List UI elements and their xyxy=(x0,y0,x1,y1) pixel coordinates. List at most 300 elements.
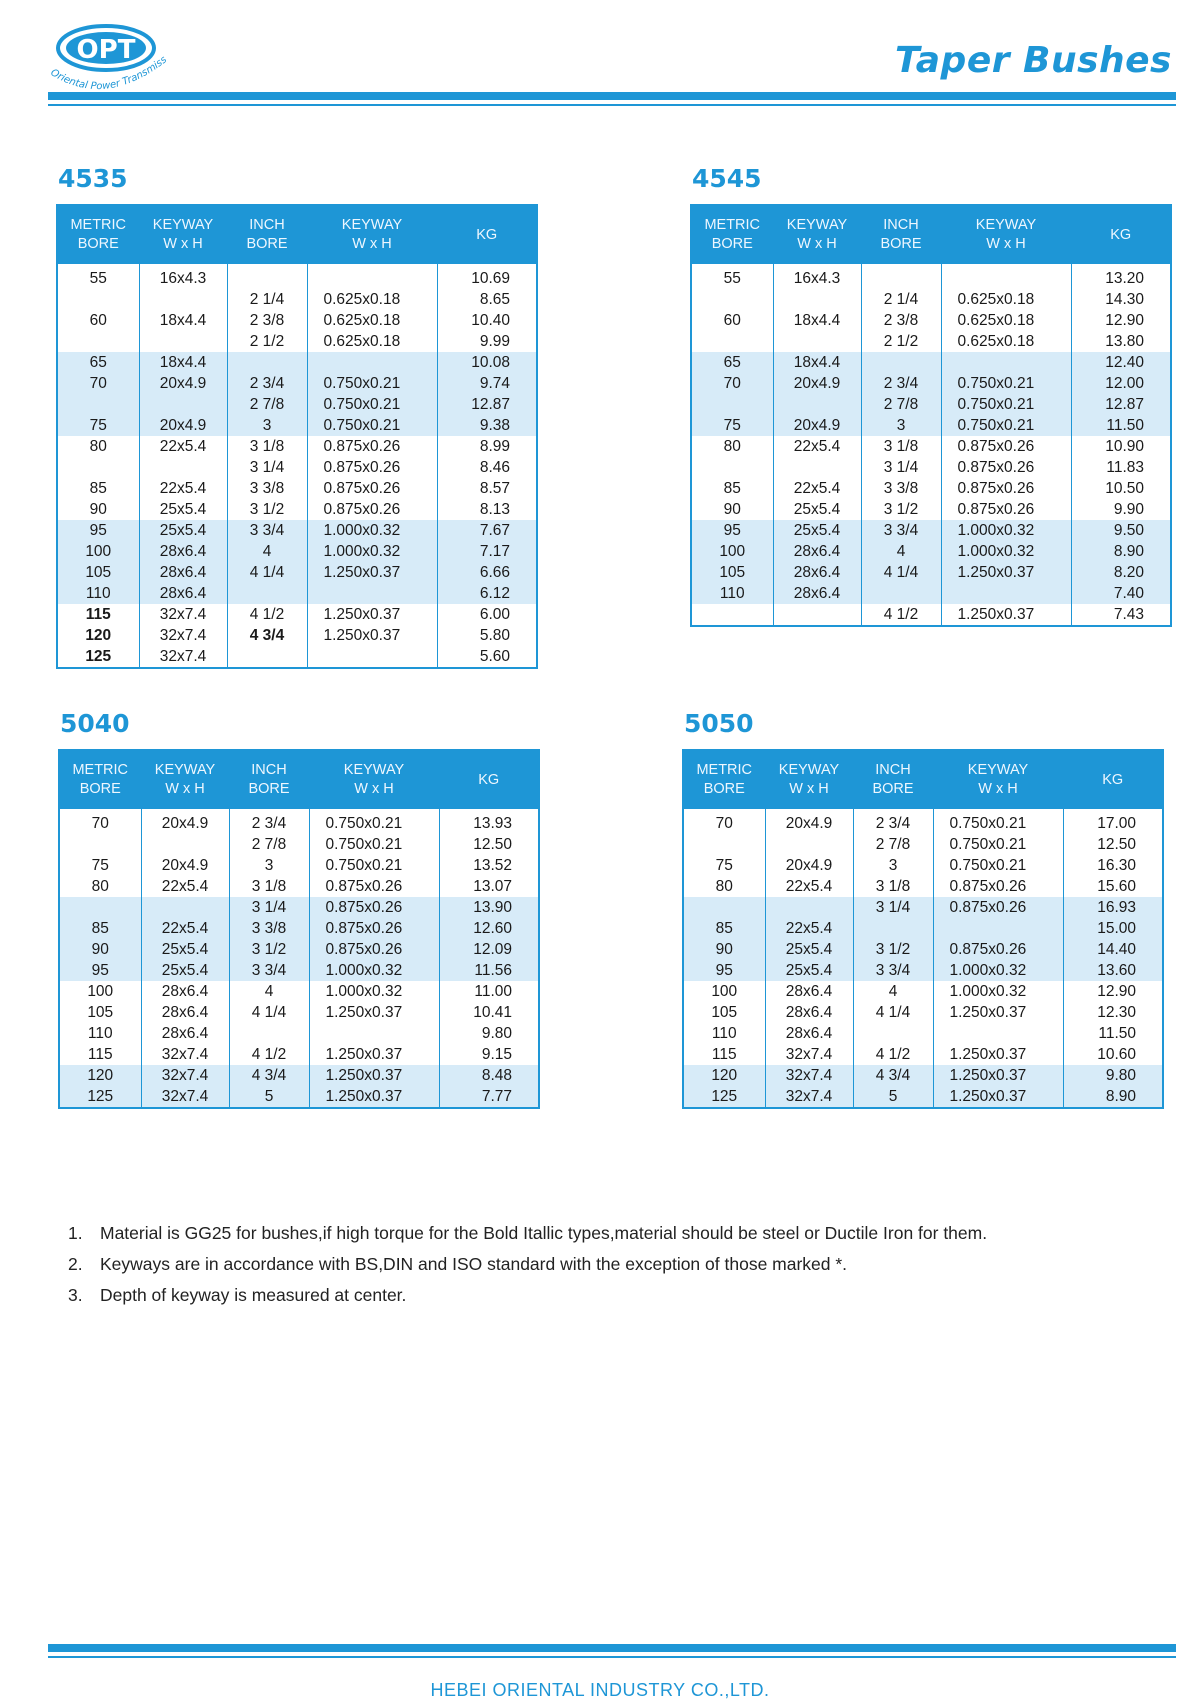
cell-inch-bore: 2 7/8 xyxy=(227,394,307,415)
cell-keyway-metric: 20x4.9 xyxy=(141,855,229,876)
cell-keyway-metric: 32x7.4 xyxy=(765,1044,853,1065)
header-divider-thin xyxy=(48,104,1176,106)
cell-kg: 12.90 xyxy=(1097,983,1136,1000)
cell-metric-bore: 95 xyxy=(57,520,139,541)
table-row xyxy=(691,478,1171,499)
cell-keyway-metric xyxy=(765,897,853,918)
cell-kg: 8.99 xyxy=(479,438,510,455)
table-row xyxy=(57,562,537,583)
cell-inch-bore: 2 3/8 xyxy=(861,310,941,331)
cell-kg: 13.60 xyxy=(1063,960,1163,981)
cell-inch-bore: 2 3/4 xyxy=(229,809,309,834)
cell-inch-bore: 4 1/2 xyxy=(861,604,941,626)
cell-metric-bore: 70 xyxy=(59,809,141,834)
cell-keyway-inch xyxy=(941,352,1071,373)
cell-inch-bore: 2 7/8 xyxy=(853,834,933,855)
table-row xyxy=(691,352,1171,373)
cell-metric-bore: 110 xyxy=(59,1023,141,1044)
cell-metric-bore: 75 xyxy=(59,855,141,876)
cell-keyway-inch: 0.750x0.21 xyxy=(933,834,1063,855)
cell-kg: 12.87 xyxy=(437,394,537,415)
cell-kg: 12.50 xyxy=(473,836,512,853)
cell-metric-bore: 75 xyxy=(683,855,765,876)
cell-keyway-inch: 0.875x0.26 xyxy=(309,939,439,960)
cell-keyway-metric: 32x7.4 xyxy=(139,604,227,625)
cell-keyway-inch: 0.875x0.26 xyxy=(933,876,1063,897)
table-row xyxy=(683,809,1163,834)
cell-keyway-metric: 25x5.4 xyxy=(141,960,229,981)
cell-inch-bore: 3 1/8 xyxy=(229,876,309,897)
cell-keyway-metric xyxy=(139,331,227,352)
cell-inch-bore xyxy=(227,352,307,373)
cell-inch-bore: 4 1/4 xyxy=(853,1002,933,1023)
table-title: 4545 xyxy=(692,164,762,193)
cell-inch-bore xyxy=(861,352,941,373)
table-row xyxy=(59,876,539,897)
cell-inch-bore: 5 xyxy=(229,1086,309,1108)
cell-metric-bore xyxy=(691,289,773,310)
cell-metric-bore: 120 xyxy=(57,625,139,646)
column-header-inch-bore: INCH BORE xyxy=(229,750,309,809)
cell-kg: 9.80 xyxy=(481,1025,512,1042)
cell-kg: 9.80 xyxy=(1063,1065,1163,1086)
cell-metric-bore: 55 xyxy=(57,264,139,289)
cell-metric-bore: 55 xyxy=(691,264,773,289)
cell-keyway-metric: 22x5.4 xyxy=(773,478,861,499)
table-row xyxy=(691,373,1171,394)
cell-inch-bore: 2 3/4 xyxy=(227,373,307,394)
table-row xyxy=(57,373,537,394)
cell-keyway-inch: 1.000x0.32 xyxy=(309,981,439,1002)
cell-metric-bore: 80 xyxy=(683,876,765,897)
header-row xyxy=(57,205,537,264)
table-row xyxy=(683,876,1163,897)
cell-keyway-inch: 1.250x0.37 xyxy=(309,1044,439,1065)
cell-kg: 12.40 xyxy=(1071,352,1171,373)
cell-kg: 15.00 xyxy=(1063,918,1163,939)
cell-keyway-inch: 0.625x0.18 xyxy=(307,289,437,310)
column-header-keyway-metric: KEYWAY W x H xyxy=(765,750,853,809)
cell-keyway-metric: 22x5.4 xyxy=(765,918,853,939)
cell-inch-bore: 4 3/4 xyxy=(853,1065,933,1086)
cell-keyway-inch xyxy=(933,1023,1063,1044)
column-header-inch-bore: INCH BORE xyxy=(861,205,941,264)
cell-kg: 10.90 xyxy=(1105,438,1144,455)
cell-kg: 6.66 xyxy=(437,562,537,583)
cell-inch-bore: 3 3/8 xyxy=(861,478,941,499)
cell-keyway-inch: 0.875x0.26 xyxy=(309,897,439,918)
cell-kg: 13.52 xyxy=(473,857,512,874)
table-row xyxy=(683,918,1163,939)
cell-inch-bore: 4 1/2 xyxy=(229,1044,309,1065)
cell-kg: 8.65 xyxy=(479,291,510,308)
cell-keyway-metric: 18x4.4 xyxy=(139,352,227,373)
spec-table xyxy=(690,204,1172,627)
cell-keyway-metric: 20x4.9 xyxy=(765,809,853,834)
cell-keyway-metric: 20x4.9 xyxy=(141,809,229,834)
note-item: 3. Depth of keyway is measured at center. xyxy=(68,1285,407,1305)
table-title: 4535 xyxy=(58,164,128,193)
cell-metric-bore: 60 xyxy=(57,310,139,331)
page-title: Taper Bushes xyxy=(894,40,1172,81)
cell-inch-bore: 3 3/4 xyxy=(227,520,307,541)
footer-company: HEBEI ORIENTAL INDUSTRY CO.,LTD. xyxy=(430,1680,770,1700)
cell-keyway-metric: 28x6.4 xyxy=(765,1002,853,1023)
cell-kg: 10.41 xyxy=(473,1004,512,1021)
cell-inch-bore: 3 3/8 xyxy=(229,918,309,939)
footer-divider xyxy=(48,1644,1176,1652)
table-row xyxy=(59,1065,539,1086)
cell-keyway-metric: 20x4.9 xyxy=(139,373,227,394)
cell-keyway-inch xyxy=(941,583,1071,604)
spec-table xyxy=(56,204,538,669)
column-header-keyway-inch: KEYWAY W x H xyxy=(941,205,1071,264)
table-row xyxy=(691,331,1171,352)
table-row xyxy=(59,1002,539,1023)
cell-metric-bore xyxy=(691,394,773,415)
cell-inch-bore: 2 7/8 xyxy=(861,394,941,415)
cell-keyway-metric: 22x5.4 xyxy=(139,436,227,457)
cell-inch-bore: 3 3/4 xyxy=(861,520,941,541)
table-row xyxy=(57,457,537,478)
cell-metric-bore: 65 xyxy=(57,352,139,373)
cell-metric-bore xyxy=(683,834,765,855)
cell-keyway-metric: 22x5.4 xyxy=(139,478,227,499)
cell-metric-bore: 85 xyxy=(59,918,141,939)
cell-kg: 10.69 xyxy=(471,270,510,287)
cell-inch-bore: 5 xyxy=(853,1086,933,1108)
cell-inch-bore xyxy=(227,646,307,668)
cell-keyway-inch: 1.250x0.37 xyxy=(307,625,437,646)
cell-metric-bore xyxy=(59,897,141,918)
cell-keyway-metric: 28x6.4 xyxy=(141,1002,229,1023)
cell-kg: 13.80 xyxy=(1105,333,1144,350)
cell-keyway-metric: 32x7.4 xyxy=(765,1065,853,1086)
table-row xyxy=(683,855,1163,876)
cell-keyway-metric: 18x4.4 xyxy=(773,310,861,331)
table-row xyxy=(59,1044,539,1065)
cell-keyway-metric: 16x4.3 xyxy=(139,264,227,289)
note-item: 2. Keyways are in accordance with BS,DIN and ISO standard with the exception of those marked *. xyxy=(68,1254,848,1274)
cell-kg: 5.60 xyxy=(479,648,510,665)
table-row xyxy=(691,562,1171,583)
cell-metric-bore xyxy=(57,457,139,478)
cell-inch-bore: 4 1/4 xyxy=(861,562,941,583)
cell-keyway-inch: 0.875x0.26 xyxy=(941,499,1071,520)
table-row xyxy=(57,352,537,373)
cell-keyway-metric: 28x6.4 xyxy=(765,1023,853,1044)
footer-divider-thin xyxy=(48,1656,1176,1658)
cell-metric-bore: 115 xyxy=(59,1044,141,1065)
cell-kg: 13.93 xyxy=(473,815,512,832)
cell-metric-bore: 85 xyxy=(683,918,765,939)
column-header-inch-bore: INCH BORE xyxy=(227,205,307,264)
cell-keyway-metric xyxy=(773,604,861,626)
cell-metric-bore: 115 xyxy=(683,1044,765,1065)
column-header-keyway-metric: KEYWAY W x H xyxy=(773,205,861,264)
cell-keyway-metric xyxy=(139,457,227,478)
cell-keyway-inch: 1.250x0.37 xyxy=(933,1065,1063,1086)
cell-kg: 11.00 xyxy=(474,983,512,1000)
cell-inch-bore: 4 xyxy=(227,541,307,562)
logo-tagline: Oriental Power Transmiss xyxy=(48,54,170,93)
cell-keyway-metric: 25x5.4 xyxy=(765,960,853,981)
table-block-4535 xyxy=(56,164,538,669)
cell-keyway-metric: 25x5.4 xyxy=(141,939,229,960)
cell-metric-bore: 70 xyxy=(683,809,765,834)
cell-inch-bore: 3 1/2 xyxy=(853,939,933,960)
cell-metric-bore: 125 xyxy=(683,1086,765,1108)
cell-metric-bore: 125 xyxy=(59,1086,141,1108)
cell-metric-bore: 80 xyxy=(59,876,141,897)
cell-metric-bore: 80 xyxy=(57,436,139,457)
cell-inch-bore: 3 1/2 xyxy=(861,499,941,520)
cell-keyway-metric xyxy=(141,834,229,855)
column-header-keyway-metric: KEYWAY W x H xyxy=(141,750,229,809)
cell-keyway-metric: 32x7.4 xyxy=(139,646,227,668)
cell-inch-bore: 2 3/4 xyxy=(853,809,933,834)
table-title: 5050 xyxy=(684,709,754,738)
cell-kg: 12.00 xyxy=(1071,373,1171,394)
cell-keyway-metric: 25x5.4 xyxy=(773,520,861,541)
cell-kg: 16.30 xyxy=(1097,857,1136,874)
table-row xyxy=(57,541,537,562)
cell-metric-bore xyxy=(57,289,139,310)
cell-keyway-inch: 0.750x0.21 xyxy=(309,855,439,876)
cell-keyway-metric: 28x6.4 xyxy=(141,981,229,1002)
cell-keyway-inch: 0.750x0.21 xyxy=(941,415,1071,436)
cell-metric-bore: 105 xyxy=(683,1002,765,1023)
table-row xyxy=(59,1086,539,1108)
spec-table xyxy=(58,749,540,1109)
table-row xyxy=(57,604,537,625)
cell-kg: 12.50 xyxy=(1097,836,1136,853)
cell-keyway-inch: 0.750x0.21 xyxy=(307,394,437,415)
cell-keyway-inch: 0.875x0.26 xyxy=(307,499,437,520)
table-row xyxy=(57,310,537,331)
cell-keyway-inch: 1.250x0.37 xyxy=(941,604,1071,626)
table-row xyxy=(683,1086,1163,1108)
table-row xyxy=(691,289,1171,310)
cell-keyway-metric xyxy=(773,331,861,352)
column-header-metric-bore: METRIC BORE xyxy=(683,750,765,809)
table-row xyxy=(57,331,537,352)
table-row xyxy=(683,1002,1163,1023)
header-divider xyxy=(48,92,1176,100)
column-header-keyway-inch: KEYWAY W x H xyxy=(933,750,1063,809)
cell-keyway-metric xyxy=(773,289,861,310)
cell-keyway-inch: 0.875x0.26 xyxy=(941,436,1071,457)
cell-keyway-inch: 1.000x0.32 xyxy=(941,520,1071,541)
cell-kg: 13.07 xyxy=(473,878,512,895)
cell-inch-bore: 2 7/8 xyxy=(229,834,309,855)
table-row xyxy=(691,394,1171,415)
cell-keyway-inch: 0.875x0.26 xyxy=(933,939,1063,960)
cell-inch-bore: 2 3/8 xyxy=(227,310,307,331)
cell-keyway-metric: 28x6.4 xyxy=(139,541,227,562)
cell-metric-bore xyxy=(691,457,773,478)
cell-kg: 9.99 xyxy=(479,333,510,350)
cell-inch-bore xyxy=(229,1023,309,1044)
cell-keyway-metric: 28x6.4 xyxy=(139,583,227,604)
cell-keyway-inch xyxy=(307,352,437,373)
cell-keyway-metric: 25x5.4 xyxy=(765,939,853,960)
cell-inch-bore: 3 1/8 xyxy=(853,876,933,897)
cell-keyway-metric: 32x7.4 xyxy=(765,1086,853,1108)
cell-keyway-metric xyxy=(765,834,853,855)
column-header-metric-bore: METRIC BORE xyxy=(57,205,139,264)
cell-metric-bore xyxy=(691,331,773,352)
cell-kg: 9.90 xyxy=(1113,501,1144,518)
cell-metric-bore: 100 xyxy=(683,981,765,1002)
column-header-keyway-metric: KEYWAY W x H xyxy=(139,205,227,264)
cell-keyway-inch: 0.625x0.18 xyxy=(941,331,1071,352)
cell-keyway-inch: 0.750x0.21 xyxy=(941,394,1071,415)
cell-metric-bore xyxy=(683,897,765,918)
cell-inch-bore xyxy=(861,264,941,289)
table-block-5050 xyxy=(682,709,1164,1109)
cell-kg: 14.30 xyxy=(1105,291,1144,308)
cell-inch-bore: 3 1/4 xyxy=(227,457,307,478)
cell-metric-bore: 75 xyxy=(691,415,773,436)
cell-keyway-metric: 32x7.4 xyxy=(141,1065,229,1086)
cell-inch-bore: 3 3/4 xyxy=(853,960,933,981)
cell-kg: 8.46 xyxy=(479,459,510,476)
cell-kg: 11.50 xyxy=(1071,415,1171,436)
table-block-4545 xyxy=(690,164,1172,627)
table-row xyxy=(59,981,539,1002)
cell-kg: 11.50 xyxy=(1098,1025,1136,1042)
cell-keyway-metric: 28x6.4 xyxy=(141,1023,229,1044)
table-row xyxy=(57,625,537,646)
cell-metric-bore: 75 xyxy=(57,415,139,436)
column-header-keyway-inch: KEYWAY W x H xyxy=(307,205,437,264)
cell-inch-bore: 4 3/4 xyxy=(227,625,307,646)
cell-kg: 11.56 xyxy=(439,960,539,981)
cell-keyway-inch: 1.250x0.37 xyxy=(933,1044,1063,1065)
cell-kg: 10.50 xyxy=(1105,480,1144,497)
cell-inch-bore: 2 1/2 xyxy=(227,331,307,352)
cell-inch-bore: 4 1/2 xyxy=(227,604,307,625)
cell-kg: 12.09 xyxy=(439,939,539,960)
cell-keyway-metric: 18x4.4 xyxy=(139,310,227,331)
cell-inch-bore: 4 xyxy=(229,981,309,1002)
cell-keyway-inch xyxy=(933,918,1063,939)
header-row xyxy=(59,750,539,809)
cell-inch-bore: 3 3/8 xyxy=(227,478,307,499)
cell-inch-bore: 2 1/2 xyxy=(861,331,941,352)
cell-keyway-inch: 1.250x0.37 xyxy=(941,562,1071,583)
cell-keyway-inch xyxy=(941,264,1071,289)
cell-kg: 8.90 xyxy=(1071,541,1171,562)
cell-keyway-metric: 22x5.4 xyxy=(773,436,861,457)
cell-inch-bore: 3 xyxy=(853,855,933,876)
cell-keyway-inch: 0.875x0.26 xyxy=(307,478,437,499)
company-logo xyxy=(44,14,194,104)
cell-metric-bore: 110 xyxy=(691,583,773,604)
cell-kg: 9.50 xyxy=(1071,520,1171,541)
cell-inch-bore: 2 1/4 xyxy=(861,289,941,310)
cell-inch-bore: 3 1/4 xyxy=(229,897,309,918)
table-row xyxy=(59,918,539,939)
table-row xyxy=(691,415,1171,436)
cell-keyway-metric xyxy=(139,289,227,310)
cell-keyway-metric: 25x5.4 xyxy=(139,520,227,541)
cell-keyway-metric: 25x5.4 xyxy=(139,499,227,520)
table-row xyxy=(691,457,1171,478)
table-row xyxy=(59,960,539,981)
cell-metric-bore: 120 xyxy=(59,1065,141,1086)
column-header-metric-bore: METRIC BORE xyxy=(691,205,773,264)
cell-keyway-metric xyxy=(773,457,861,478)
cell-keyway-metric: 28x6.4 xyxy=(773,562,861,583)
cell-kg: 8.57 xyxy=(479,480,510,497)
cell-metric-bore xyxy=(57,394,139,415)
cell-inch-bore: 3 xyxy=(229,855,309,876)
cell-kg: 9.15 xyxy=(481,1046,512,1063)
cell-metric-bore: 100 xyxy=(691,541,773,562)
cell-inch-bore: 4 xyxy=(853,981,933,1002)
cell-kg: 6.00 xyxy=(479,606,510,623)
table-row xyxy=(691,583,1171,604)
table-row xyxy=(691,604,1171,626)
table-row xyxy=(57,646,537,668)
cell-metric-bore: 110 xyxy=(683,1023,765,1044)
cell-inch-bore: 3 3/4 xyxy=(229,960,309,981)
table-row xyxy=(683,1044,1163,1065)
cell-inch-bore: 4 3/4 xyxy=(229,1065,309,1086)
cell-kg: 8.13 xyxy=(479,501,510,518)
header-row xyxy=(691,205,1171,264)
cell-inch-bore: 2 3/4 xyxy=(861,373,941,394)
cell-keyway-inch: 0.750x0.21 xyxy=(933,809,1063,834)
table-row xyxy=(683,960,1163,981)
cell-keyway-metric: 20x4.9 xyxy=(773,415,861,436)
cell-keyway-inch: 0.625x0.18 xyxy=(941,289,1071,310)
cell-metric-bore: 110 xyxy=(57,583,139,604)
table-row xyxy=(683,981,1163,1002)
cell-kg: 12.87 xyxy=(1071,394,1171,415)
cell-keyway-inch: 0.750x0.21 xyxy=(307,415,437,436)
cell-keyway-metric: 20x4.9 xyxy=(773,373,861,394)
cell-kg: 8.90 xyxy=(1063,1086,1163,1108)
table-row xyxy=(59,1023,539,1044)
table-row xyxy=(57,499,537,520)
cell-kg: 12.60 xyxy=(439,918,539,939)
table-row xyxy=(691,541,1171,562)
cell-kg: 16.93 xyxy=(1063,897,1163,918)
cell-keyway-metric: 22x5.4 xyxy=(141,918,229,939)
table-title: 5040 xyxy=(60,709,130,738)
cell-keyway-metric: 20x4.9 xyxy=(765,855,853,876)
cell-kg: 12.90 xyxy=(1105,312,1144,329)
cell-inch-bore: 4 xyxy=(861,541,941,562)
column-header-keyway-inch: KEYWAY W x H xyxy=(309,750,439,809)
cell-keyway-inch: 0.625x0.18 xyxy=(307,331,437,352)
cell-inch-bore: 3 xyxy=(861,415,941,436)
cell-metric-bore: 105 xyxy=(57,562,139,583)
cell-inch-bore xyxy=(861,583,941,604)
table-row xyxy=(57,520,537,541)
cell-keyway-inch: 1.000x0.32 xyxy=(933,981,1063,1002)
table-row xyxy=(683,834,1163,855)
cell-metric-bore: 100 xyxy=(59,981,141,1002)
cell-inch-bore xyxy=(853,1023,933,1044)
cell-kg: 10.60 xyxy=(1097,1046,1136,1063)
cell-keyway-inch: 0.875x0.26 xyxy=(307,436,437,457)
cell-keyway-metric: 28x6.4 xyxy=(139,562,227,583)
cell-keyway-inch: 1.250x0.37 xyxy=(933,1002,1063,1023)
